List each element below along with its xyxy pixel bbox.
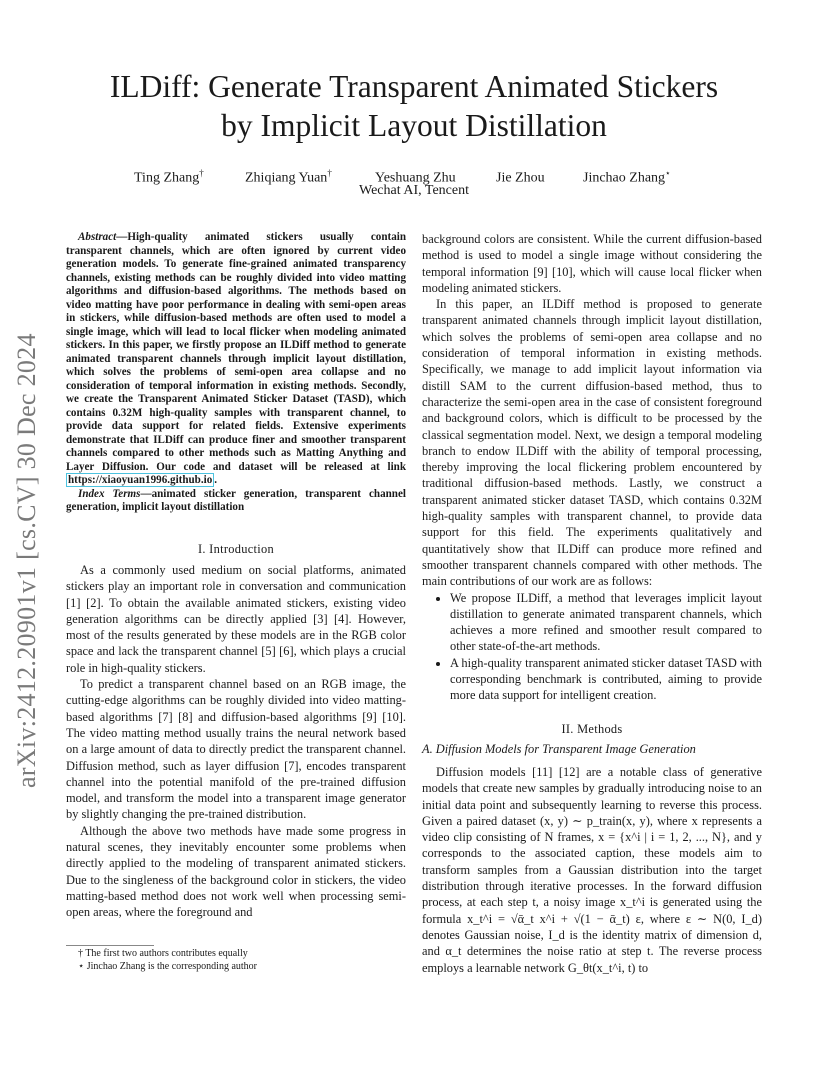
section-heading-introduction: I. Introduction — [197, 542, 275, 556]
code-link[interactable]: https://xiaoyuan1996.github.io — [68, 474, 213, 486]
intro-paragraph-1: As a commonly used medium on social platforms, animated stickers play an important role in conversation and communication [1] [2]. To obtain the available animated stickers, existing video generation algorithms can be directly applied [3] [4]. However, most of the results generated by these models are in the RGB color space and lack the transparent channel [5] [6], which plays a crucial role in high-quality stickers. — [66, 563, 406, 675]
abstract-label: Abstract — [78, 231, 117, 243]
author-4: Jie Zhou — [496, 170, 545, 186]
author-1: Ting Zhang† — [134, 168, 204, 186]
abstract-text: —High-quality animated stickers usually contain transparent channels, which are often ignored by current video generation models. To generate fine-grained animated transparency channels, existing methods can be roughly divided into video matting algorithms and diffusion-based algorithms. The methods based on video matting have poor performance in dealing with semi-open areas in stickers, while diffusion-based methods are often used to model a single image, which will lead to local flicker when modeling animated stickers. In this paper, we firstly propose an ILDiff method to generate animated transparent channels through implicit layout distillation, which solves the problems of semi-open area collapse and no consideration of temporal information in existing methods. Secondly, we create the Transparent Animated Sticker Dataset (TASD), which contains 0.32M high-quality samples with transparent channel, to provide data support for related fields. Extensive experiments demonstrate that ILDiff can produce finer and smoother transparent channels compared to other methods such as Matting Anything and Layer Diffusion. Our code and dataset will be released at link — [66, 231, 406, 473]
title-line-2: by Implicit Layout Distillation — [221, 108, 607, 143]
contributions-list — [422, 590, 762, 704]
index-terms-label: Index Terms — [78, 487, 141, 500]
right-paragraph-1: background colors are consistent. While the current diffusion-based method is used to model a single image without considering the temporal information [9] [10], which will cause local flicker when modeling animated stickers. — [422, 232, 762, 295]
paper-title — [0, 67, 828, 145]
subsection-heading-diffusion: A. Diffusion Models for Transparent Image Generation — [422, 742, 696, 756]
methods-body — [422, 764, 762, 976]
author-2: Zhiqiang Yuan† — [245, 168, 332, 186]
author-5: Jinchao Zhang⋆ — [583, 168, 671, 186]
footnote-rule — [66, 945, 154, 946]
introduction-body — [66, 562, 406, 921]
affiliation: Wechat AI, Tencent — [359, 183, 469, 198]
title-line-1: ILDiff: Generate Transparent Animated Stickers — [109, 69, 719, 104]
index-terms-text: —animated sticker generation, transparent channel generation, implicit layout distillation — [66, 487, 406, 513]
author-3: Yeshuang Zhu — [375, 170, 456, 186]
index-terms — [66, 488, 406, 515]
abstract: Abstract—High-quality animated stickers usually contain transparent channels, which are often ignored by current video generation models. To generate fine-grained animated transparency channels, existing methods can be roughly divided into video matting algorithms and diffusion-based algorithms. The methods based on video matting have poor performance in dealing with semi-open areas in stickers, while diffusion-based methods are often used to model a single image, which will lead to local flicker when modeling animated stickers. In this paper, we firstly propose an ILDiff method to generate animated transparent channels through implicit layout distillation, which solves the problems of semi-open area collapse and no consideration of temporal information in existing methods. Secondly, we create the Transparent Animated Sticker Dataset (TASD), which contains 0.32M high-quality samples with transparent channel, to provide data support for related fields. Extensive experiments demonstrate that ILDiff can produce finer and smoother transparent channels compared to other methods such as Matting Anything and Layer Diffusion. Our code and dataset will be released at link https://xiaoyuan1996.github.io . Index Terms—animated sticker generation, transparent channel generation, implicit layout distillation — [66, 231, 406, 513]
intro-paragraph-3: Although the above two methods have made some progress in natural scenes, they inevitably encounter some problems when directly applied to the modeling of transparent animated stickers. Due to the singleness of the background color in stickers, the video matting-based method does not work well when processing semi-open areas, where the foreground and — [66, 823, 406, 920]
contribution-item-2: • A high-quality transparent animated sticker dataset TASD with corresponding benchmark is contributed, aiming to provide more data support for intelligent creation. — [450, 655, 762, 704]
methods-paragraph-1: Diffusion models [11] [12] are a notable class of generative models that create new samples by gradually introducing noise to an initial data point and subsequently learning to reverse this process. Given a paired dataset (x, y) ∼ p_train(x, y), where x represents a video clip consisting of N frames, x = {x^i | i = 1, 2, ..., N}, and y corresponds to the associated caption, these models aim to transform samples from a Gaussian distribution into the target distribution through iterative processes. In the forward diffusion process, at each step t, a noisy image x_t^i is generated using the formula x_t^i = √ᾱ_t x^i + √(1 − ᾱ_t) ε, where ε ∼ N(0, I_d) denotes Gaussian noise, I_d is the identity matrix of dimension d, and α_t determines the noise ratio at step t. The reverse process employs a learnable network G_θt(x_t^i, t) to — [422, 765, 762, 975]
footnote-2: ⋆ Jinchao Zhang is the corresponding author — [78, 960, 257, 972]
footnote-1: † The first two authors contributes equally — [78, 948, 248, 959]
contribution-item-1: • We propose ILDiff, a method that leverages implicit layout distillation to generate animated transparent channels, which achieves a more refined and smoother result compared to other state-of-the-art methods. — [450, 590, 762, 655]
section-heading-methods: II. Methods — [561, 722, 623, 736]
intro-paragraph-2: To predict a transparent channel based on an RGB image, the cutting-edge algorithms can be roughly divided into video matting-based algorithms [7] [8] and diffusion-based algorithms [9] [10]. The video matting method usually trains the neural network based on a large amount of data to directly predict the transparent channel. Diffusion method, such as layer diffusion [7], encodes transparent channel into the potential manifold of the pre-trained diffusion model, and transform the model into a transparent image generator by slightly changing the pre-trained distribution. — [66, 677, 406, 822]
footnotes — [78, 948, 408, 973]
arxiv-stamp: arXiv:2412.20901v1 [cs.CV] 30 Dec 2024 — [12, 333, 41, 788]
right-paragraph-2: In this paper, an ILDiff method is proposed to generate transparent animated channels through implicit layout distillation, which solves the problems of semi-open area collapse and no consideration of temporal information in existing methods. Specifically, we manage to add implicit layout information via distill SAM to the current diffusion-based method, thus to characterize the semi-open area in the case of consistent foreground and background colors, which is difficult to be processed by the classical segmentation model. Next, we design a temporal modeling branch to endow ILDiff with the ability of temporal processing, thereby improving the local flickering problem encountered by traditional diffusion-based methods. Lastly, we construct a transparent animated sticker dataset TASD, which contains 0.32M high-quality samples with transparent channel, to provide data support for this field. The experiments qualitatively and quantitatively show that ILDiff can produce more refined and smoother transparent channels compared with other methods. The main contributions of our work are as follows: — [422, 297, 762, 589]
right-column — [422, 231, 762, 704]
author-list — [0, 164, 828, 186]
